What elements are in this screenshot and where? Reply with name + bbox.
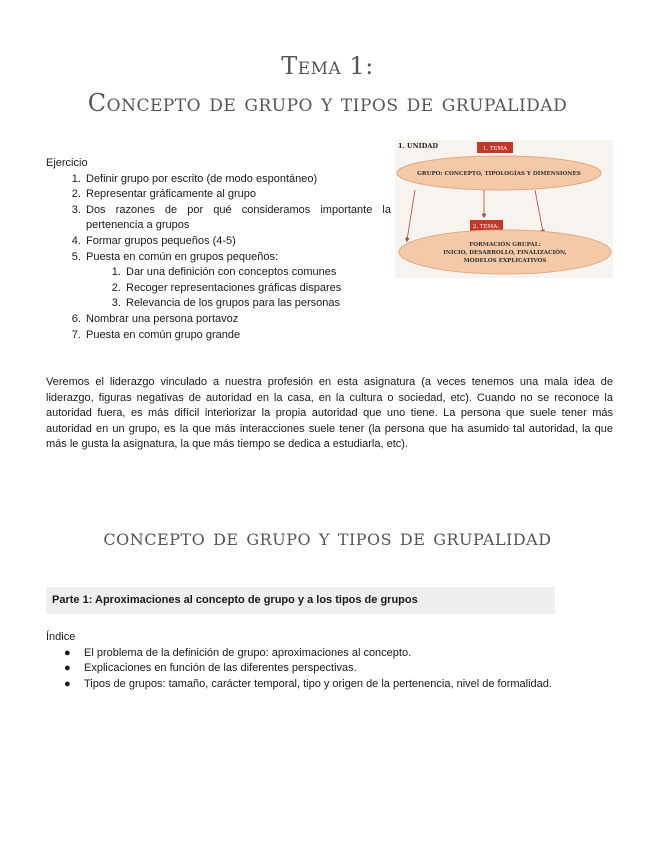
arrow-left — [407, 190, 415, 240]
ejercicio-list — [46, 172, 391, 344]
indice-item-text: Explicaciones en función de las diferentes perspectivas. — [84, 662, 357, 675]
oval-tema1-label: GRUPO: CONCEPTO, TIPOLOGÍAS Y DIMENSIONES — [417, 171, 581, 177]
list-item: 6. Nombrar una persona portavoz — [84, 312, 391, 328]
ejercicio-heading: Ejercicio — [46, 157, 88, 169]
diagram-unidad-label: 1. UNIDAD — [398, 142, 439, 150]
indice-list — [46, 646, 613, 693]
bullet-icon: ● — [64, 646, 71, 659]
part1-heading: Parte 1: Aproximaciones al concepto de grupo y a los tipos de grupos — [46, 587, 555, 614]
indice-item-text: Tipos de grupos: tamaño, carácter temporal, tipo y origen de la pertenencia, nivel de formalidad. — [84, 677, 552, 690]
tema2-tag-label: 2. TEMA: — [472, 224, 500, 230]
bullet-icon: ● — [64, 662, 71, 675]
list-item: 4. Formar grupos pequeños (4-5) — [84, 234, 391, 250]
indice-item — [64, 677, 613, 693]
ejercicio-sublist — [86, 265, 391, 312]
list-item: 1. Definir grupo por escrito (de modo espontáneo) — [84, 172, 391, 188]
section-title: concepto de grupo y tipos de grupalidad — [103, 525, 552, 551]
indice-heading: Índice — [46, 631, 76, 643]
list-item — [84, 250, 391, 312]
list-item: 7. Puesta en común grupo grande — [84, 328, 391, 344]
list-item-label: Puesta en común en grupos pequeños: — [86, 250, 279, 263]
indice-item — [64, 661, 613, 677]
unit-diagram-svg — [395, 140, 613, 278]
oval-tema2-line3: MODELOS EXPLICATIVOS — [463, 258, 547, 264]
arrow-right — [535, 190, 543, 232]
list-item: 3. Dos razones de por qué consideramos importante la pertenencia a grupos — [84, 203, 391, 234]
sublist-item: 2. Recoger representaciones gráficas dispares — [124, 281, 391, 297]
indice-item-text: El problema de la definición de grupo: aproximaciones al concepto. — [84, 646, 412, 659]
list-item: 2. Representar gráficamente al grupo — [84, 187, 391, 203]
indice-section — [46, 630, 613, 692]
oval-tema2-line1: FORMACIÓN GRUPAL: — [469, 242, 541, 248]
bullet-icon: ● — [64, 677, 71, 690]
ejercicio-section — [46, 156, 391, 343]
sublist-item: 1. Dar una definición con conceptos comunes — [124, 265, 391, 281]
unit-diagram — [395, 140, 613, 278]
intro-paragraph: Veremos el liderazgo vinculado a nuestra profesión en esta asignatura (a veces tenemos una mala idea de liderazgo, figuras negativas de autoridad en la casa, en la cultura o sociedad, etc). Cuando no se reconoce la autoridad fuera, es más difícil interiorizar la propia autoridad que uno tiene. La persona que suele tener más autoridad en un grupo, es la que más interacciones suele tener (la persona que ha asumido tal autoridad, la que más le gusta la asignatura, la que más tiempo se dedica a estudiarla, etc). — [46, 376, 613, 451]
indice-item — [64, 646, 613, 662]
tema1-tag-label: 1. TEMA — [482, 146, 508, 152]
oval-tema2-line2: INICIO, DESARROLLO, FINALIZACIÓN, — [443, 250, 567, 256]
sublist-item: 3. Relevancia de los grupos para las personas — [124, 296, 391, 312]
page-title: Tema 1: — [281, 52, 374, 80]
page-subtitle: Concepto de grupo y tipos de grupalidad — [87, 89, 568, 117]
